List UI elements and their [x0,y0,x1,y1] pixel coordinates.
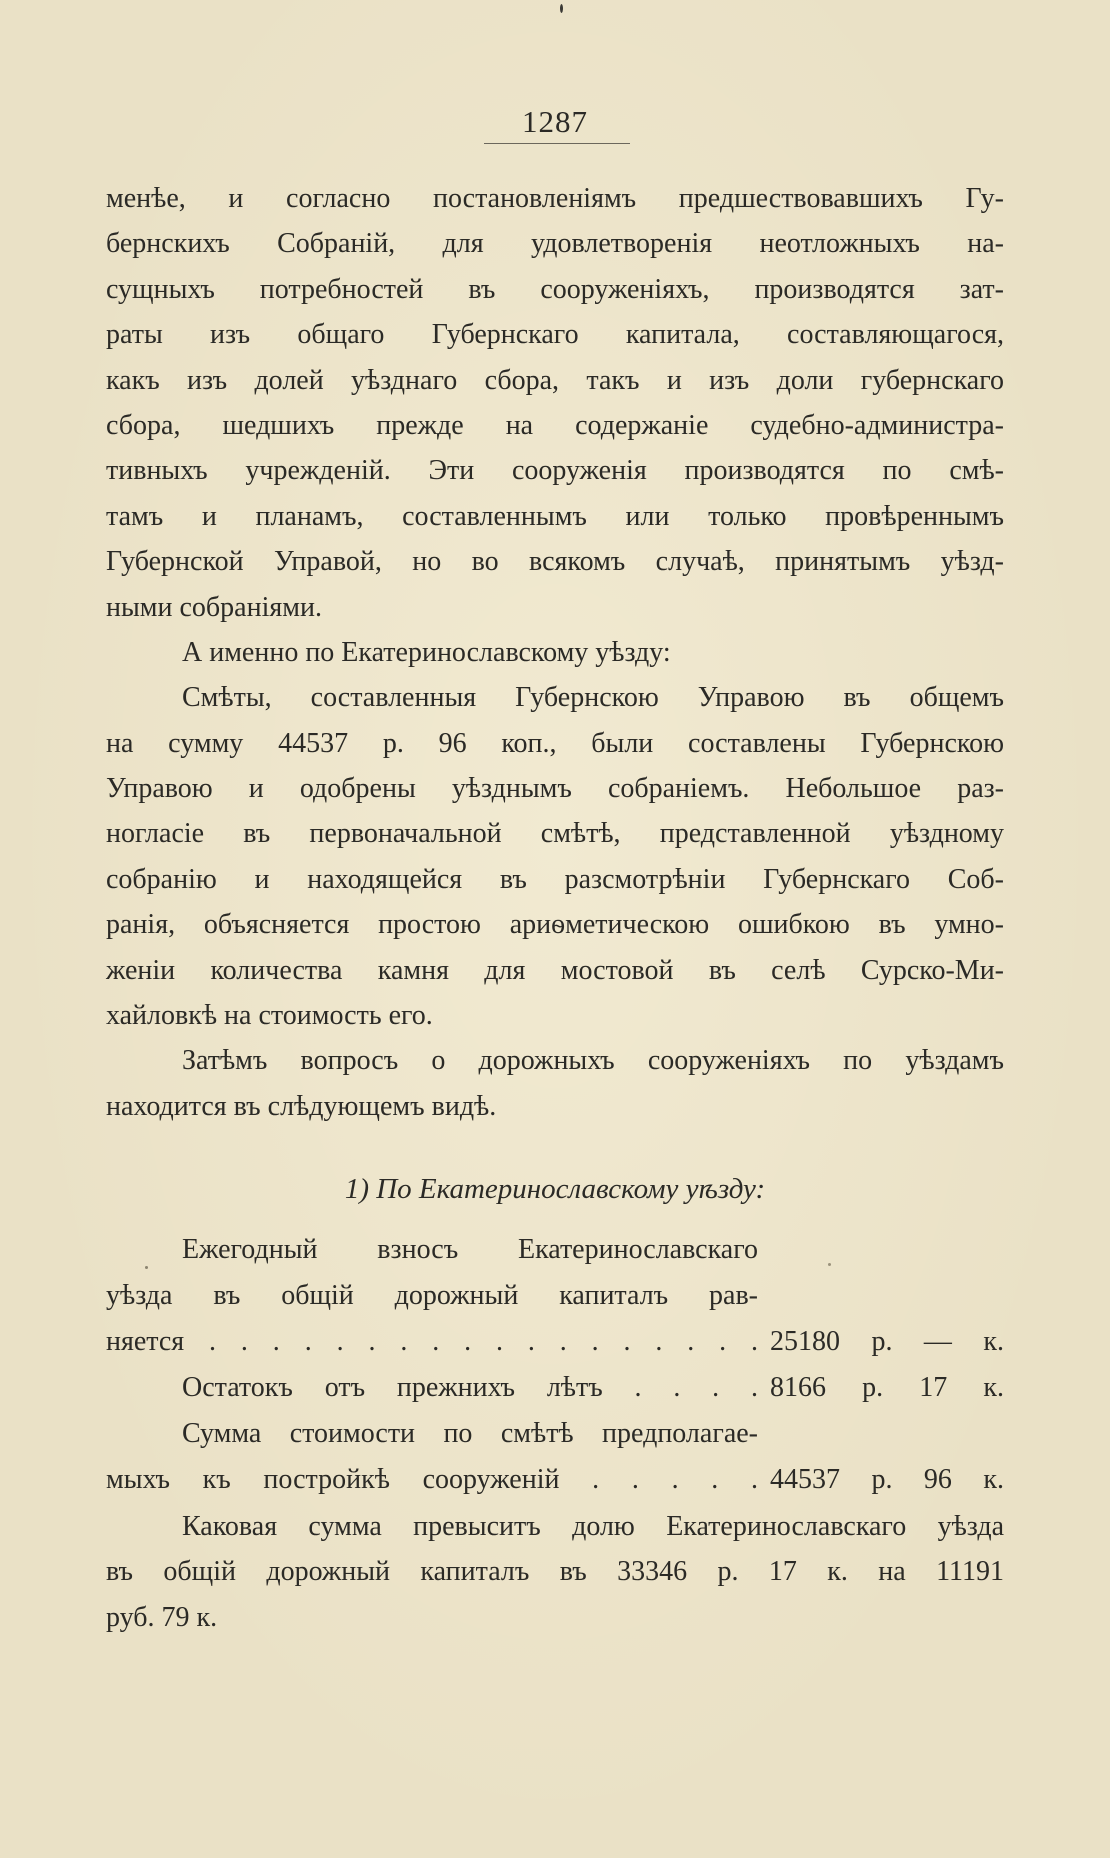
text-line: находится въ слѣдующемъ видѣ. [106,1090,497,1122]
section-heading: 1) По Екатеринославскому уѣзду: [344,1173,766,1205]
ledger-row [106,1273,1004,1319]
ledger-row [106,1227,1004,1273]
ink-speck [828,1263,831,1266]
text-line: менѣе, и согласно постановленіямъ предшествовавшихъ Гу- [106,183,1004,214]
text-line: ранія, объясняется простою ариѳметическою ошибкою въ умно- [106,909,1004,941]
text-line: раты изъ общаго Губернскаго капитала, составляющагося, [106,319,1004,351]
ledger-table [106,1227,1004,1503]
text-line: тамъ и планамъ, составленнымъ или только провѣреннымъ [106,500,1004,532]
text-line: А именно по Екатеринославскому уѣзду: [182,636,671,668]
ledger-row [106,1365,1004,1411]
closing-paragraph [106,1504,1004,1640]
text-line: какъ изъ долей уѣзднаго сбора, такъ и изъ доли губернскаго [106,364,1004,396]
text-line: ногласіе въ первоначальной смѣтѣ, представленной уѣздному [106,818,1004,850]
ledger-item-label: мыхъ къ постройкѣ сооруженій . . . . . [106,1464,758,1495]
ledger-item-label: уѣзда въ общій дорожный капиталъ рав- [106,1280,758,1311]
ledger-row [106,1319,1004,1365]
page-number: 1287 [522,104,588,139]
text-line: сущныхъ потребностей въ сооруженіяхъ, производятся зат- [106,273,1004,305]
text-line: хайловкѣ на стоимость его. [106,1000,433,1032]
ledger-amount: 44537 р. 96 к. [770,1464,1004,1495]
text-line: бернскихъ Собраній, для удовлетворенія неотложныхъ на- [106,228,1004,260]
ink-speck [145,1266,148,1269]
text-line: въ общій дорожный капиталъ въ 33346 р. 17 к. на 11191 [106,1556,1004,1588]
page-number-rule [484,143,630,144]
text-line: собранію и находящейся въ разсмотрѣніи Губернскаго Соб- [106,863,1004,895]
text-line: Управою и одобрены уѣзднымъ собраніемъ. Небольшое раз- [106,773,1004,805]
ledger-item-label: няется . . . . . . . . . . . . . . . . . . [106,1326,758,1357]
text-line: тивныхъ учрежденій. Эти сооруженія производятся по смѣ- [106,455,1004,487]
text-line: руб. 79 к. [106,1601,218,1633]
text-line: ными собраніями. [106,591,322,623]
text-line: Губернской Управой, но во всякомъ случаѣ, принятымъ уѣзд- [106,546,1004,578]
text-line: женіи количества камня для мостовой въ селѣ Сурско-Ми- [106,954,1004,986]
text-line: Каковая сумма превыситъ долю Екатеринославскаго уѣзда [182,1511,1004,1542]
body-paragraphs [106,176,1004,1129]
ledger-amount: 8166 р. 17 к. [770,1372,1004,1403]
ledger-item-label: Сумма стоимости по смѣтѣ предполагае- [182,1418,758,1449]
ledger-row [106,1457,1004,1503]
text-line: Смѣты, составленныя Губернскою Управою въ общемъ [182,682,1004,714]
ink-speck [560,4,563,13]
text-line: на сумму 44537 р. 96 коп., были составлены Губернскою [106,727,1004,759]
ledger-item-label: Остатокъ отъ прежнихъ лѣтъ . . . . [182,1372,758,1403]
ledger-amount: 25180 р. — к. [770,1326,1004,1357]
text-line: Затѣмъ вопросъ о дорожныхъ сооруженіяхъ по уѣздамъ [182,1045,1004,1077]
text-line: сбора, шедшихъ прежде на содержаніе судебно-администра- [106,409,1004,441]
ledger-item-label: Ежегодный взносъ Екатеринославскаго [182,1234,758,1265]
ledger-row [106,1411,1004,1457]
